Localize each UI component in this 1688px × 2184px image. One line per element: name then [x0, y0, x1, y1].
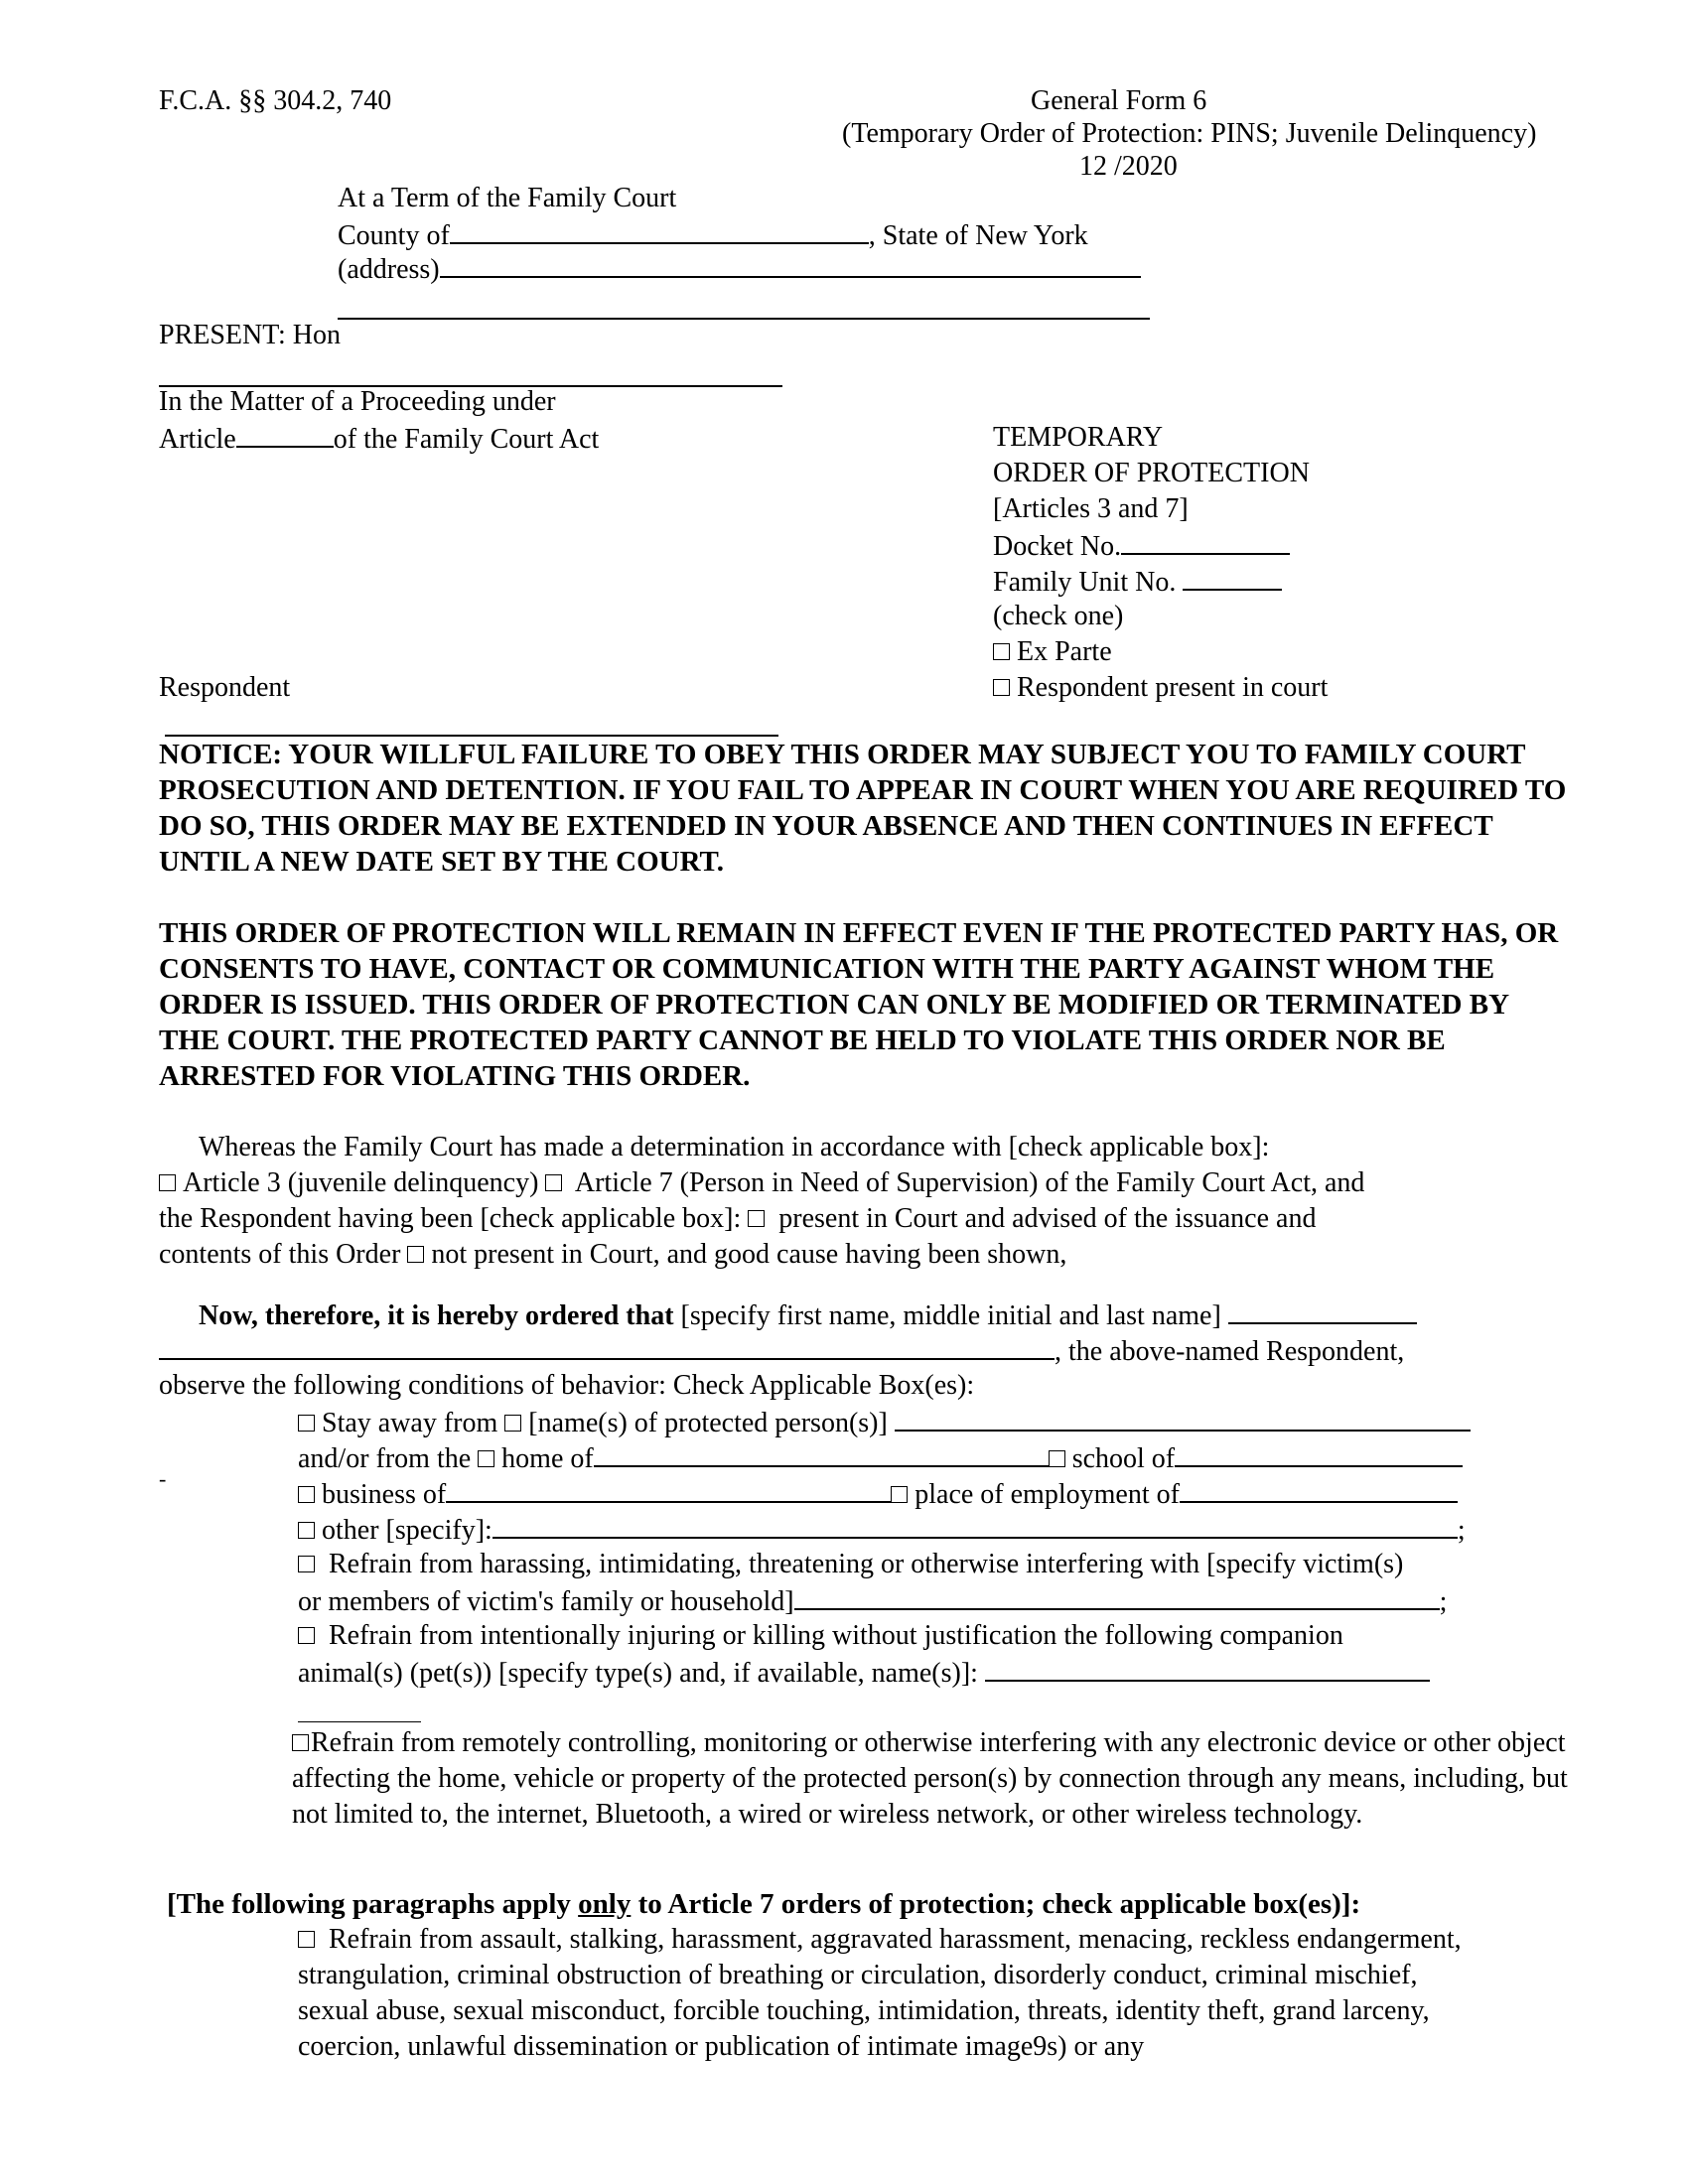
- whereas-articles: [159, 1165, 1364, 1201]
- other-line: [298, 1511, 1466, 1549]
- and-or-from-label: and/or from the: [298, 1443, 472, 1474]
- home-of-label: home of: [501, 1443, 594, 1474]
- business-checkbox[interactable]: [298, 1486, 315, 1503]
- order-articles: [Articles 3 and 7]: [993, 493, 1189, 524]
- home-checkbox[interactable]: [478, 1450, 494, 1467]
- refrain-remote-label: Refrain from remotely controlling, monitoring or otherwise interfering with any electronic device or other object affecting the home, vehicle or property of the protected person(s) by connection through any means, including, but not limited to, the internet, Bluetooth, a wired or wireless network, or other wireless technology.: [292, 1727, 1568, 1830]
- protected-persons-field[interactable]: [895, 1404, 1471, 1432]
- victims-semicolon: ;: [1439, 1586, 1448, 1617]
- stray-dash: -: [159, 1466, 167, 1491]
- court-term: At a Term of the Family Court: [338, 183, 677, 213]
- other-field[interactable]: [492, 1511, 1458, 1539]
- home-of-field[interactable]: [594, 1439, 1049, 1467]
- family-unit-line: [993, 563, 1282, 601]
- article7-heading-pre: [The following paragraphs apply: [167, 1888, 571, 1920]
- employment-field[interactable]: [1180, 1475, 1458, 1503]
- ordered-lead: Now, therefore, it is hereby ordered that: [199, 1300, 674, 1331]
- docket-field[interactable]: [1121, 527, 1290, 555]
- stay-away-line: [298, 1404, 1471, 1441]
- state-label: , State of New York: [868, 220, 1088, 251]
- victims-field[interactable]: [794, 1582, 1440, 1610]
- refrain-remote-checkbox[interactable]: [292, 1734, 309, 1751]
- contents-label: contents of this Order: [159, 1239, 401, 1270]
- refrain-assault-checkbox[interactable]: [298, 1931, 315, 1948]
- ordered-line-2: [159, 1332, 1404, 1370]
- form-date: 12 /2020: [1079, 151, 1178, 182]
- county-field[interactable]: [450, 216, 869, 244]
- article3-label: Article 3 (juvenile delinquency): [183, 1167, 539, 1198]
- short-rule: [298, 1721, 421, 1722]
- refrain-harass-line: [298, 1547, 1403, 1582]
- docket-label: Docket No.: [993, 531, 1122, 562]
- respondent-suffix: , the above-named Respondent,: [1055, 1336, 1405, 1367]
- employment-label: place of employment of: [914, 1479, 1180, 1510]
- present-in-court-checkbox[interactable]: [748, 1210, 765, 1227]
- refrain-animals-line: [298, 1618, 1343, 1654]
- present-judge: PRESENT: Hon: [159, 320, 341, 350]
- refrain-animals-label-2: animal(s) (pet(s)) [specify type(s) and, if available, name(s)]:: [298, 1658, 978, 1689]
- address-line: [338, 250, 1141, 288]
- not-present-label: not present in Court, and good cause having been shown,: [431, 1239, 1067, 1270]
- form-name: General Form 6: [1031, 85, 1207, 116]
- family-unit-label: Family Unit No.: [993, 567, 1177, 598]
- whereas-respondent: [159, 1201, 1316, 1237]
- docket-line: [993, 527, 1290, 565]
- refrain-animals-label: Refrain from intentionally injuring or killing without justification the following companion: [329, 1620, 1343, 1651]
- not-present-checkbox[interactable]: [407, 1246, 424, 1263]
- ordered-line: [199, 1297, 1417, 1334]
- county-line: [338, 216, 1088, 254]
- refrain-harass-label-2: or members of victim's family or household]: [298, 1586, 794, 1617]
- ex-parte-checkbox[interactable]: [993, 643, 1010, 660]
- article7-heading: [167, 1886, 1360, 1922]
- present-label: Respondent present in court: [1017, 672, 1329, 703]
- refrain-harass-label: Refrain from harassing, intimidating, threatening or otherwise interfering with [specify victim(s): [329, 1549, 1404, 1579]
- present-in-court-label: present in Court and advised of the issuance and: [778, 1203, 1317, 1234]
- whereas-line: Whereas the Family Court has made a determination in accordance with [check applicable box]:: [199, 1132, 1270, 1162]
- article-label: Article: [159, 424, 236, 455]
- order-title-1: TEMPORARY: [993, 422, 1164, 453]
- other-checkbox[interactable]: [298, 1522, 315, 1539]
- refrain-animals-checkbox[interactable]: [298, 1627, 315, 1644]
- article7-heading-post: to Article 7 orders of protection; check applicable box(es)]:: [637, 1888, 1361, 1920]
- ordered-specify-name: [specify first name, middle initial and last name]: [680, 1300, 1221, 1331]
- option-present: [993, 670, 1328, 706]
- notice-failure: NOTICE: YOUR WILLFUL FAILURE TO OBEY THIS ORDER MAY SUBJECT YOU TO FAMILY COURT PROSECUTION AND DETENTION. IF YOU FAIL TO APPEAR IN COURT WHEN YOU ARE REQUIRED TO DO SO, THIS ORDER MAY BE EXTENDED IN YOUR ABSENCE AND THEN CONTINUES IN EFFECT UNTIL A NEW DATE SET BY THE COURT.: [159, 739, 1567, 878]
- address-field[interactable]: [440, 250, 1141, 278]
- county-label: County of: [338, 220, 450, 251]
- stay-away-checkbox[interactable]: [298, 1415, 315, 1432]
- form-subtitle: (Temporary Order of Protection: PINS; Juvenile Delinquency): [842, 118, 1537, 149]
- business-of-label: business of: [322, 1479, 447, 1510]
- refrain-remote-paragraph: [292, 1725, 1573, 1833]
- matter-line: In the Matter of a Proceeding under: [159, 386, 556, 417]
- respondent-label: Respondent: [159, 672, 291, 703]
- option-ex-parte: [993, 634, 1112, 670]
- article-suffix: of the Family Court Act: [333, 424, 600, 455]
- check-one: (check one): [993, 601, 1124, 631]
- family-unit-field[interactable]: [1183, 563, 1282, 591]
- article7-checkbox[interactable]: [545, 1174, 562, 1191]
- article-line: [159, 420, 599, 458]
- whereas-respondent-label: the Respondent having been [check applicable box]:: [159, 1203, 742, 1234]
- ex-parte-label: Ex Parte: [1017, 636, 1112, 667]
- school-of-field[interactable]: [1175, 1439, 1463, 1467]
- school-checkbox[interactable]: [1049, 1450, 1065, 1467]
- refrain-assault-paragraph: [298, 1922, 1489, 2065]
- school-of-label: school of: [1071, 1443, 1176, 1474]
- article3-checkbox[interactable]: [159, 1174, 176, 1191]
- statute-reference: F.C.A. §§ 304.2, 740: [159, 85, 392, 116]
- whereas-contents: [159, 1237, 1066, 1273]
- other-label: other [specify]:: [322, 1515, 492, 1546]
- order-title-2: ORDER OF PROTECTION: [993, 458, 1310, 488]
- address-label: (address): [338, 254, 440, 285]
- business-employment-line: [298, 1475, 1458, 1513]
- refrain-harass-line-2: [298, 1582, 1447, 1620]
- business-of-field[interactable]: [446, 1475, 891, 1503]
- address-field-2[interactable]: [338, 318, 1150, 320]
- refrain-assault-label: Refrain from assault, stalking, harassment, aggravated harassment, menacing, reckless endangerment, strangulation, criminal obstruction of breathing or circulation, disorderly conduct, criminal mischief, sexual abuse, sexual misconduct, forcible touching, intimidation, threats, identity theft, grand larceny, coercion, unlawful dissemination or publication of intimate image9s) or any: [298, 1924, 1462, 2062]
- animals-field[interactable]: [985, 1654, 1430, 1682]
- other-semicolon: ;: [1457, 1515, 1466, 1546]
- article7-label: Article 7 (Person in Need of Supervision) of the Family Court Act, and: [574, 1167, 1365, 1198]
- present-checkbox[interactable]: [993, 679, 1010, 696]
- home-school-line: [298, 1439, 1463, 1477]
- respondent-name-field[interactable]: [1228, 1297, 1417, 1324]
- respondent-name-field-2[interactable]: [159, 1332, 1055, 1360]
- article7-heading-only: only: [578, 1888, 632, 1920]
- stay-away-label: Stay away from: [322, 1408, 498, 1438]
- employment-checkbox[interactable]: [891, 1486, 908, 1503]
- refrain-animals-line-2: [298, 1654, 1430, 1692]
- refrain-harass-checkbox[interactable]: [298, 1556, 315, 1572]
- conditions-line: observe the following conditions of behavior: Check Applicable Box(es):: [159, 1370, 975, 1401]
- article-number-field[interactable]: [236, 420, 334, 448]
- protected-persons-label: [name(s) of protected person(s)]: [528, 1408, 888, 1438]
- protected-persons-checkbox[interactable]: [504, 1415, 521, 1432]
- notice-remain-in-effect: THIS ORDER OF PROTECTION WILL REMAIN IN EFFECT EVEN IF THE PROTECTED PARTY HAS, OR CONSENTS TO HAVE, CONTACT OR COMMUNICATION WITH THE PARTY AGAINST WHOM THE ORDER IS ISSUED. THIS ORDER OF PROTECTION CAN ONLY BE MODIFIED OR TERMINATED BY THE COURT. THE PROTECTED PARTY CANNOT BE HELD TO VIOLATE THIS ORDER NOR BE ARRESTED FOR VIOLATING THIS ORDER.: [159, 917, 1559, 1092]
